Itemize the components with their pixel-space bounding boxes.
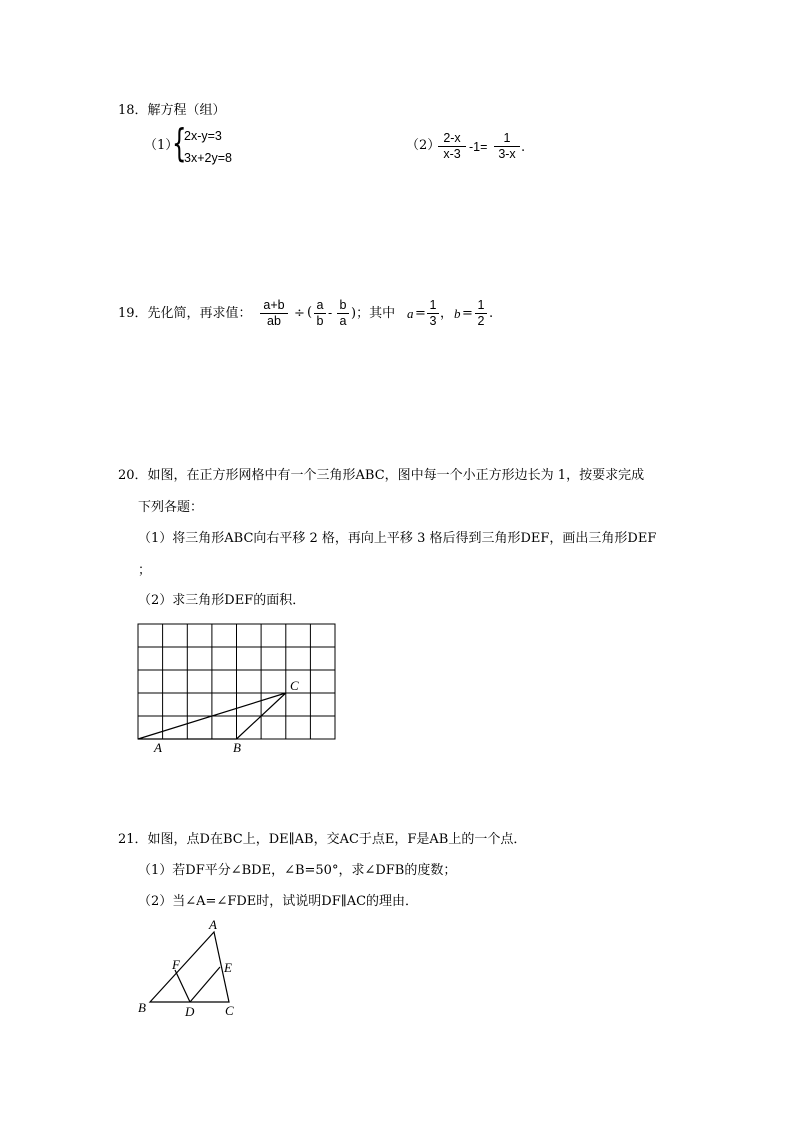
fraction-numerator: a+b xyxy=(263,298,285,312)
q20-line2: 下列各题： xyxy=(138,500,204,515)
vertex-label-d: D xyxy=(185,1004,195,1019)
q18-part1-label: （1） xyxy=(144,138,179,153)
q20-part1: （1）将三角形ABC向右平移 2 格，再向上平移 3 格后得到三角形DEF，画出三角形DEF xyxy=(138,531,657,546)
vertex-label-f: F xyxy=(172,957,180,972)
fraction-numerator: 1 xyxy=(429,298,437,312)
variable-b: b xyxy=(454,306,461,321)
close-paren-where: )；其中 xyxy=(351,306,396,321)
segment-de xyxy=(190,967,220,1002)
triangle-figure xyxy=(130,915,250,1020)
fraction-denominator: a xyxy=(339,314,347,328)
q18-part2-label: （2） xyxy=(406,138,441,153)
fraction-numerator: 1 xyxy=(503,131,511,145)
vertex-label-b: B xyxy=(233,740,241,755)
minus-sign: - xyxy=(328,306,333,320)
variable-a: a xyxy=(407,306,414,321)
fraction-denominator: 2 xyxy=(477,314,485,328)
q19-end-period: . xyxy=(489,306,494,321)
fraction-b-value xyxy=(475,298,487,329)
comma: ， xyxy=(440,306,454,321)
segment-df xyxy=(175,970,190,1002)
system-equation-1: 2x-y=3 xyxy=(184,129,222,143)
q21-line1: 21．如图，点D在BC上，DE∥AB，交AC于点E，F是AB上的一个点． xyxy=(118,832,527,847)
fraction-2-x-over-x-3 xyxy=(438,131,466,162)
triangle-abc xyxy=(150,932,229,1002)
q20-part1-end: ； xyxy=(138,563,152,578)
q18-end-period: . xyxy=(521,140,526,155)
fraction-denominator: 3-x xyxy=(498,147,516,161)
q20-part2: （2）求三角形DEF的面积． xyxy=(138,593,306,608)
system-equation-2: 3x+2y=8 xyxy=(184,151,232,165)
equals-b: = xyxy=(462,306,473,321)
division-sign: ÷ xyxy=(294,306,305,321)
fraction-numerator: b xyxy=(339,298,347,312)
fraction-denominator: 3 xyxy=(429,314,437,328)
q19-lead: 19．先化简，再求值： xyxy=(118,306,252,321)
minus-one-equals: -1= xyxy=(469,140,488,154)
vertex-label-b: B xyxy=(138,1000,146,1015)
q18-title: 18．解方程（组） xyxy=(118,103,226,118)
grid-figure xyxy=(130,616,345,761)
fraction-numerator: 1 xyxy=(477,298,485,312)
fraction-denominator: b xyxy=(316,314,324,328)
fraction-1-over-3-x xyxy=(494,131,520,162)
fraction-a-plus-b-over-ab xyxy=(260,298,288,329)
fraction-numerator: a xyxy=(316,298,324,312)
fraction-b-over-a xyxy=(337,298,349,329)
vertex-label-a: A xyxy=(209,917,217,932)
open-paren: ( xyxy=(307,305,313,320)
fraction-a-value xyxy=(427,298,439,329)
equals-a: = xyxy=(415,306,426,321)
fraction-denominator: x-3 xyxy=(443,147,461,161)
fraction-denominator: ab xyxy=(267,314,281,328)
vertex-label-a: A xyxy=(154,740,162,755)
q21-part1: （1）若DF平分∠BDE，∠B=50°，求∠DFB的度数； xyxy=(138,863,457,878)
system-brace: { xyxy=(172,121,187,165)
square-grid xyxy=(138,624,335,739)
vertex-label-e: E xyxy=(224,960,232,975)
vertex-label-c: C xyxy=(290,678,299,693)
q21-part2: （2）当∠A=∠FDE时，试说明DF∥AC的理由． xyxy=(138,894,419,909)
q20-line1: 20．如图，在正方形网格中有一个三角形ABC，图中每一个小正方形边长为 1，按要求完成 xyxy=(118,468,645,483)
fraction-a-over-b xyxy=(314,298,326,329)
fraction-numerator: 2-x xyxy=(443,131,461,145)
vertex-label-c: C xyxy=(225,1003,234,1018)
